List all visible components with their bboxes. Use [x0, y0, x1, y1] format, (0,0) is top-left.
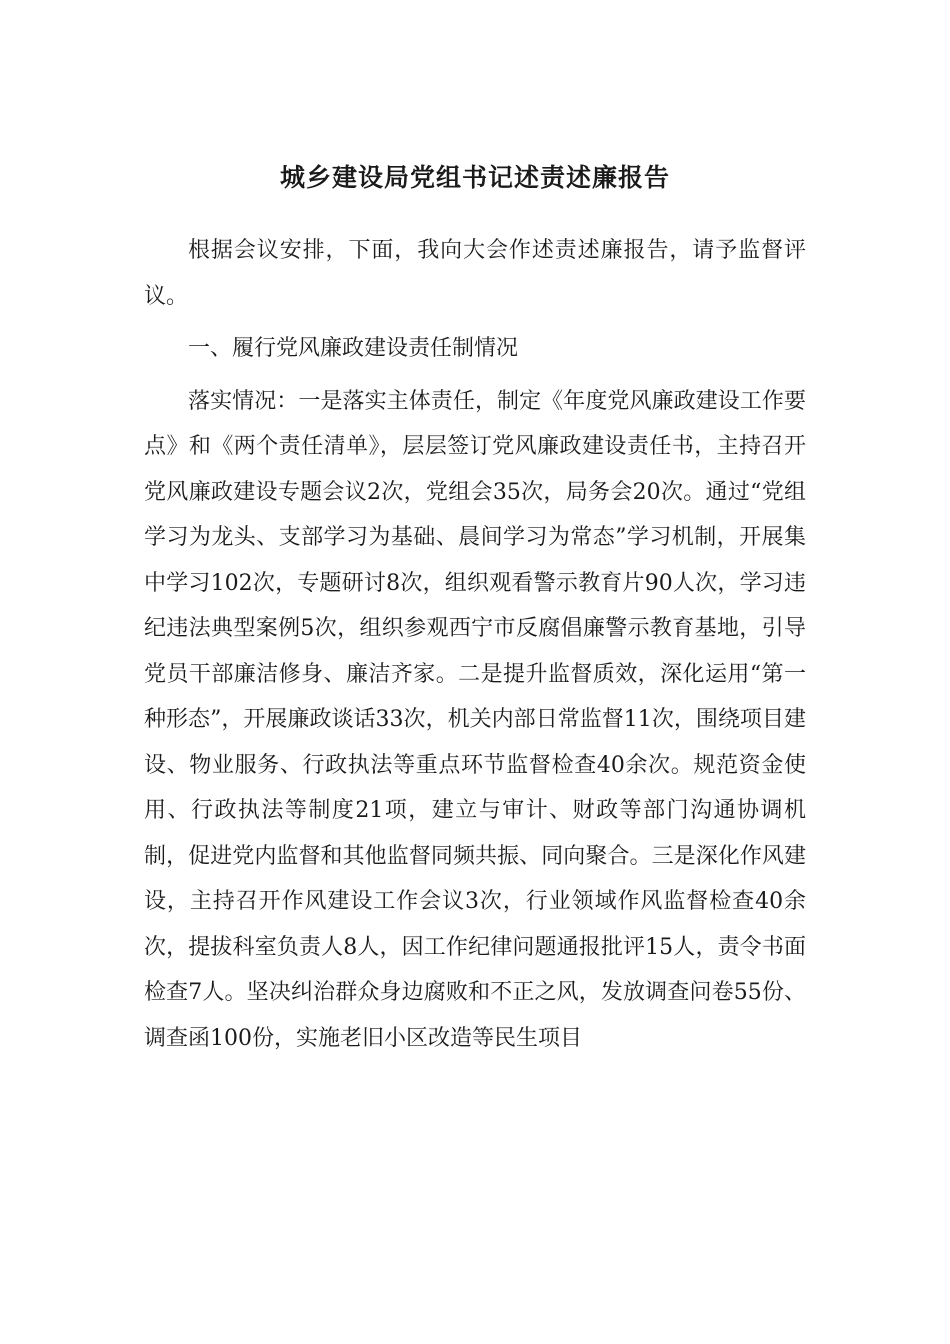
document-title: 城乡建设局党组书记述责述廉报告 — [279, 163, 670, 192]
intro-paragraph: 根据会议安排，下面，我向大会作述责述廉报告，请予监督评议。 — [144, 238, 806, 309]
section-heading: 一、履行党风廉政建设责任制情况 — [188, 336, 519, 361]
document-body — [144, 228, 806, 1068]
section-body-paragraph: 落实情况：一是落实主体责任，制定《年度党风廉政建设工作要点》和《两个责任清单》，层层签订党风廉政建设责任书，主持召开党风廉政建设专题会议2次，党组会35次，局务会20次。通过“党组学习为龙头、支部学习为基础、晨间学习为常态”学习机制，开展集中学习102次，专题研讨8次，组织观看警示教育片90人次，学习违纪违法典型案例5次，组织参观西宁市反腐倡廉警示教育基地，引导党员干部廉洁修身、廉洁齐家。二是提升监督质效，深化运用“第一种形态”，开展廉政谈话33次，机关内部日常监督11次，围绕项目建设、物业服务、行政执法等重点环节监督检查40余次。规范资金使用、行政执法等制度21项，建立与审计、财政等部门沟通协调机制，促进党内监督和其他监督同频共振、同向聚合。三是深化作风建设，主持召开作风建设工作会议3次，行业领域作风监督检查40余次，提拔科室负责人8人，因工作纪律问题通报批评15人，责令书面检查7人。坚决纠治群众身边腐败和不正之风，发放调查问卷55份、调查函100份，实施老旧小区改造等民生项目 — [144, 388, 807, 1051]
